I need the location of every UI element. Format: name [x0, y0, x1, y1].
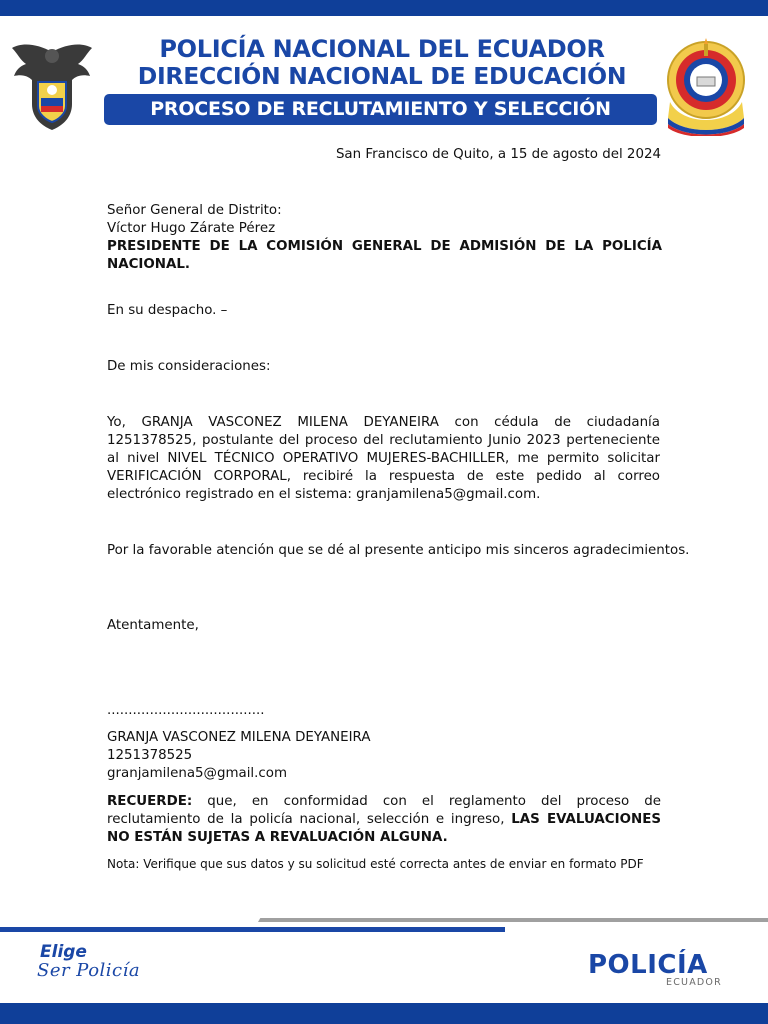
education-directorate-seal-icon [664, 30, 748, 136]
office-line: En su despacho. – [107, 303, 228, 318]
reminder-label: RECUERDE: [107, 794, 193, 809]
letter-body: Yo, GRANJA VASCONEZ MILENA DEYANEIRA con cédula de ciudadanía 1251378525, postulante del proceso del reclutamiento Junio 2023 perteneciente al nivel NIVEL TÉCNICO OPERATIVO MUJERES-BACHILLER, me permito solicitar VERIFICACIÓN CORPORAL, recibiré la respuesta de este pedido al correo electrónico registrado en el sistema: granjamilena5@gmail.com. [107, 415, 660, 502]
thanks-paragraph: Por la favorable atención que se dé al presente anticipo mis sinceros agradecimientos. [107, 543, 690, 558]
note: Nota: Verifique que sus datos y su solicitud esté correcta antes de enviar en formato PDF [107, 857, 644, 871]
signer-email: granjamilena5@gmail.com [107, 766, 287, 781]
signature-line: ..................................... [107, 703, 265, 718]
slogan-elige: Elige [40, 942, 87, 962]
police-crest-eagle-icon [8, 34, 96, 134]
reminder-emphasis: LAS EVALUACIONES NO ESTÁN SUJETAS A REVALUACIÓN ALGUNA. [107, 812, 661, 845]
recipient-title: Señor General de Distrito: [107, 203, 282, 218]
recipient-name: Víctor Hugo Zárate Pérez [107, 221, 276, 236]
reminder-paragraph [107, 793, 661, 847]
bottom-color-bar [0, 1003, 768, 1024]
sign-off: Atentamente, [107, 618, 199, 633]
slogan-ser-policia: Ser Policía [37, 960, 141, 981]
org-subtitle: DIRECCIÓN NACIONAL DE EDUCACIÓN [137, 62, 627, 90]
process-banner: PROCESO DE RECLUTAMIENTO Y SELECCIÓN [104, 94, 657, 125]
footer-blue-stripe [0, 927, 505, 932]
signer-name: GRANJA VASCONEZ MILENA DEYANEIRA [107, 730, 371, 745]
policia-logo-text: POLICÍA [588, 950, 708, 980]
recipient-block [107, 202, 662, 274]
letter-date: San Francisco de Quito, a 15 de agosto del 2024 [335, 147, 661, 162]
reminder-text: que, en conformidad con el reglamento del proceso de reclutamiento de la policía nacional, selección e ingreso, [107, 794, 661, 827]
policia-logo-subtext: ECUADOR [666, 977, 722, 988]
signer-id: 1251378525 [107, 748, 193, 763]
recipient-role: PRESIDENTE DE LA COMISIÓN GENERAL DE ADMISIÓN DE LA POLICÍA NACIONAL. [107, 239, 662, 272]
top-color-bar [0, 0, 768, 16]
greeting: De mis consideraciones: [107, 359, 271, 374]
footer-gray-stripe [258, 918, 768, 922]
org-title: POLICÍA NACIONAL DEL ECUADOR [159, 35, 605, 63]
